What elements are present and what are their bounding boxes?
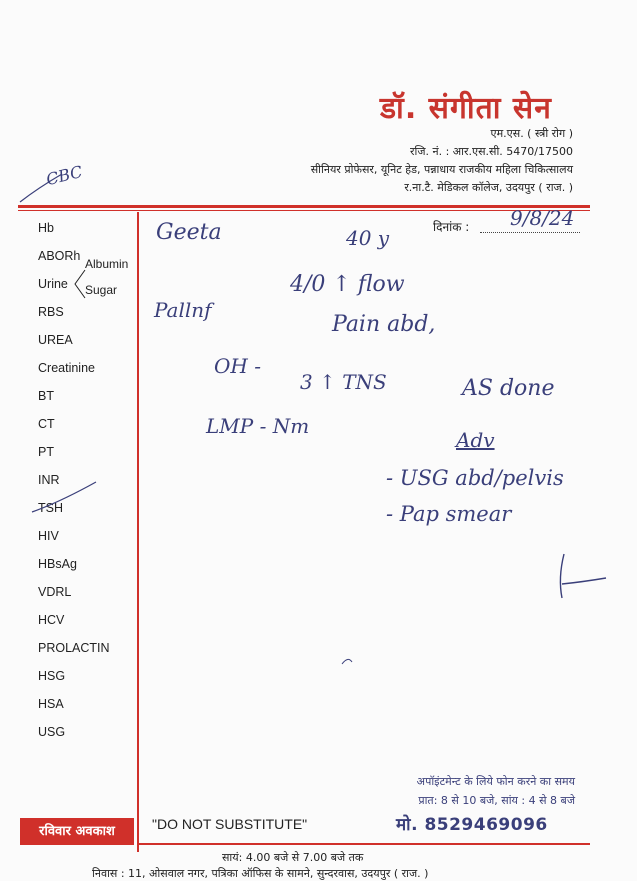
qualification: एम.एस. ( स्त्री रोग ) <box>490 127 573 140</box>
test-item: CT <box>38 417 55 431</box>
urine-test-item <box>38 257 133 298</box>
registration-number: रजि. नं. : आर.एस.सी. 5470/17500 <box>409 145 573 158</box>
test-item: RBS <box>38 305 64 319</box>
complaint-pain: Pain abd, <box>332 312 436 337</box>
advice-pap-smear: - Pap smear <box>386 502 512 526</box>
obstetric-history: OH - <box>214 354 261 378</box>
patient-name: Geeta <box>156 220 222 245</box>
test-item: USG <box>38 725 66 739</box>
do-not-substitute: "DO NOT SUBSTITUTE" <box>152 816 308 832</box>
sunday-holiday-badge: रविवार अवकाश <box>20 818 134 845</box>
college: र.ना.टै. मेडिकल कॉलेज, उदयपुर ( राज. ) <box>404 181 573 194</box>
test-item: VDRL <box>38 585 72 599</box>
patient-age: 40 y <box>346 226 390 250</box>
designation: सीनियर प्रोफेसर, यूनिट हेड, पन्नाधाय राजकीय महिला चिकित्सालय <box>310 163 573 176</box>
stray-mark <box>340 654 354 668</box>
test-item: HCV <box>38 613 65 627</box>
para-history: 3 ↑ TNS <box>300 370 387 394</box>
margin-note-handwritten: CBC <box>44 161 85 190</box>
test-item: TSH <box>38 501 63 515</box>
date-line <box>480 232 580 233</box>
margin-tick-mark <box>18 168 78 208</box>
test-item: Creatinine <box>38 361 95 375</box>
test-item: BT <box>38 389 54 403</box>
test-item: HIV <box>38 529 59 543</box>
residence-address: निवास : 11, ओसवाल नगर, पत्रिका ऑफिस के सामने, सुन्दरवास, उदयपुर ( राज. ) <box>92 867 429 880</box>
test-item: ABORh <box>38 249 81 263</box>
test-item: Urine <box>38 277 68 291</box>
top-rule <box>18 205 590 208</box>
last-period: LMP - Nm <box>206 414 310 438</box>
test-item: PROLACTIN <box>38 641 110 655</box>
signature-mark <box>552 548 612 608</box>
advice-usg: - USG abd/pelvis <box>386 466 564 490</box>
test-item: PT <box>38 445 54 459</box>
evening-hours: सायं: 4.00 बजे से 7.00 बजे तक <box>222 851 364 864</box>
top-rule-thin <box>18 210 590 211</box>
test-item: HSG <box>38 669 66 683</box>
mobile-number: मो. 8529469096 <box>396 815 548 835</box>
procedure-done: AS done <box>462 376 555 401</box>
tsh-tick-mark <box>30 478 100 518</box>
test-item: UREA <box>38 333 73 347</box>
test-item: HBsAg <box>38 557 77 571</box>
complaint-flow: 4/0 ↑ flow <box>290 272 405 297</box>
tests-column-divider <box>137 212 139 852</box>
advice-label: Adv <box>456 428 495 452</box>
date-value: 9/8/24 <box>510 206 575 230</box>
urine-sugar: Sugar <box>85 283 118 297</box>
doctor-name: डॉ. संगीता सेन <box>380 91 552 126</box>
bottom-rule <box>138 843 590 845</box>
patient-label: Pallnf <box>154 298 212 322</box>
appointment-hours: प्रात: 8 से 10 बजे, सांय : 4 से 8 बजे <box>418 794 575 807</box>
test-item: Hb <box>38 221 54 235</box>
urine-albumin: Albumin <box>85 257 129 271</box>
urine-brace <box>72 266 86 302</box>
test-item: HSA <box>38 697 64 711</box>
date-label: दिनांक : <box>433 220 470 234</box>
test-item: INR <box>38 473 60 487</box>
appointment-time-heading: अपॉइंटमेन्ट के लिये फोन करने का समय <box>416 775 575 788</box>
